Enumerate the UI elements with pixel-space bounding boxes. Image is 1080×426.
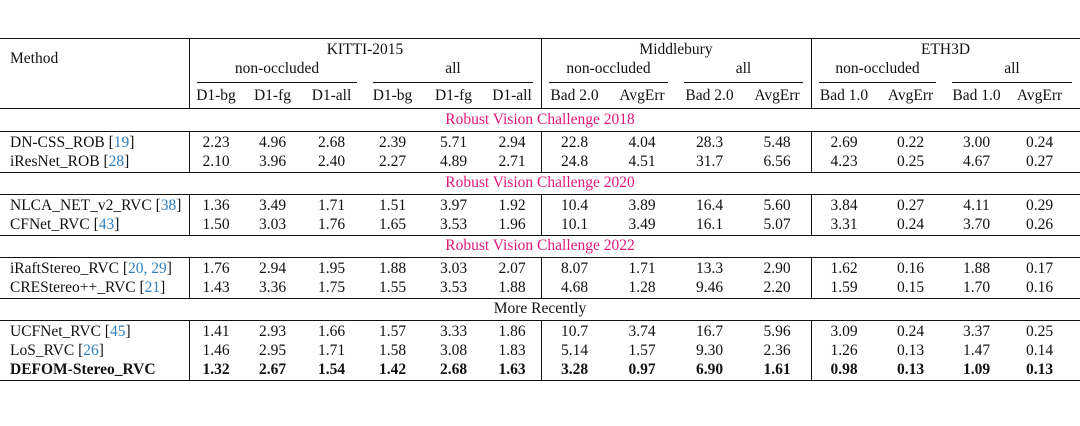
- column-separator: [541, 38, 542, 108]
- value-cell: 2.27: [378, 153, 407, 170]
- column-separator: [811, 257, 812, 298]
- value-cell: 1.42: [378, 361, 407, 378]
- value-cell: 0.27: [1025, 153, 1054, 170]
- value-cell: 16.7: [695, 323, 724, 340]
- value-cell: 2.68: [317, 134, 346, 151]
- subgroup-header: all: [445, 60, 461, 77]
- subgroup-header: non-occluded: [566, 60, 651, 77]
- value-cell: 0.13: [1025, 361, 1054, 378]
- value-cell: 5.48: [763, 134, 791, 151]
- subgroup-header: non-occluded: [835, 60, 920, 77]
- section-title: Robust Vision Challenge 2020: [445, 174, 635, 191]
- value-cell: 3.36: [258, 279, 287, 296]
- subgroup-rule: [684, 82, 803, 83]
- group-header: ETH3D: [920, 41, 971, 58]
- method-label: NLCA_NET_v2_RVC: [10, 197, 152, 214]
- subgroup-rule: [549, 82, 668, 83]
- value-cell: 2.71: [498, 153, 526, 170]
- method-name: NLCA_NET_v2_RVC [38]: [10, 197, 182, 214]
- method-name: iResNet_ROB [28]: [10, 153, 130, 170]
- value-cell: 3.49: [258, 197, 287, 214]
- column-header: AvgErr: [887, 87, 934, 104]
- value-cell: 3.70: [962, 216, 991, 233]
- column-header: D1-fg: [434, 87, 473, 104]
- column-header: AvgErr: [754, 87, 800, 104]
- value-cell: 3.97: [439, 197, 468, 214]
- value-cell: 3.53: [439, 279, 468, 296]
- value-cell: 0.97: [628, 361, 656, 378]
- value-cell: 4.96: [258, 134, 287, 151]
- method-label: LoS_RVC: [10, 342, 75, 359]
- value-cell: 3.89: [628, 197, 656, 214]
- table-row: [0, 359, 1080, 381]
- column-header: AvgErr: [1016, 87, 1063, 104]
- column-separator: [189, 131, 190, 172]
- value-cell: 5.60: [763, 197, 791, 214]
- citation-link[interactable]: 45: [109, 323, 126, 340]
- value-cell: 0.29: [1025, 197, 1054, 214]
- value-cell: 3.09: [830, 323, 858, 340]
- method-name: CFNet_RVC [43]: [10, 216, 120, 233]
- value-cell: 1.76: [202, 260, 230, 277]
- value-cell: 2.94: [258, 260, 287, 277]
- value-cell: 1.86: [498, 323, 526, 340]
- value-cell: 3.03: [439, 260, 468, 277]
- method-label: DEFOM-Stereo_RVC: [10, 361, 156, 378]
- value-cell: 3.53: [439, 216, 468, 233]
- value-cell: 3.08: [439, 342, 468, 359]
- column-header: Bad 2.0: [550, 87, 599, 104]
- citation-link[interactable]: 20, 29: [128, 260, 167, 277]
- value-cell: 0.17: [1025, 260, 1054, 277]
- value-cell: 1.71: [628, 260, 656, 277]
- value-cell: 22.8: [560, 134, 589, 151]
- value-cell: 1.88: [378, 260, 407, 277]
- citation-link[interactable]: 43: [98, 216, 115, 233]
- citation-link[interactable]: 28: [108, 153, 125, 170]
- value-cell: 0.16: [1025, 279, 1054, 296]
- value-cell: 2.93: [258, 323, 287, 340]
- value-cell: 5.71: [439, 134, 468, 151]
- group-header: KITTI-2015: [326, 41, 404, 58]
- section-title: Robust Vision Challenge 2018: [445, 111, 635, 128]
- subgroup-rule: [197, 82, 357, 83]
- citation-link[interactable]: 38: [160, 197, 177, 214]
- table-row: [0, 151, 1080, 173]
- value-cell: 0.25: [1025, 323, 1054, 340]
- value-cell: 4.04: [628, 134, 656, 151]
- column-separator: [189, 38, 190, 108]
- value-cell: 0.24: [896, 216, 925, 233]
- column-header: Bad 2.0: [685, 87, 734, 104]
- value-cell: 1.57: [378, 323, 407, 340]
- method-name: DN-CSS_ROB [19]: [10, 134, 135, 151]
- value-cell: 24.8: [560, 153, 589, 170]
- column-separator: [189, 257, 190, 298]
- value-cell: 3.37: [962, 323, 991, 340]
- value-cell: 1.88: [962, 260, 991, 277]
- method-label: CREStereo++_RVC: [10, 279, 136, 296]
- value-cell: 1.61: [763, 361, 791, 378]
- column-header: D1-bg: [372, 87, 413, 104]
- value-cell: 3.74: [628, 323, 656, 340]
- method-name: UCFNet_RVC [45]: [10, 323, 131, 340]
- method-header: Method: [10, 50, 59, 67]
- method-label: CFNet_RVC: [10, 216, 90, 233]
- value-cell: 2.95: [258, 342, 287, 359]
- method-name: [10, 359, 156, 381]
- subgroup-rule: [373, 82, 533, 83]
- value-cell: 0.98: [830, 361, 858, 378]
- value-cell: 10.7: [560, 323, 589, 340]
- value-cell: 2.36: [763, 342, 791, 359]
- value-cell: 1.75: [317, 279, 346, 296]
- column-separator: [811, 38, 812, 108]
- value-cell: 3.03: [258, 216, 287, 233]
- value-cell: 3.96: [258, 153, 287, 170]
- value-cell: 4.23: [830, 153, 858, 170]
- value-cell: 1.51: [378, 197, 407, 214]
- value-cell: 4.68: [560, 279, 589, 296]
- value-cell: 1.26: [830, 342, 858, 359]
- value-cell: 1.76: [317, 216, 346, 233]
- column-separator: [811, 320, 812, 380]
- value-cell: 4.51: [628, 153, 656, 170]
- group-header: Middlebury: [639, 41, 713, 58]
- value-cell: 2.94: [498, 134, 526, 151]
- value-cell: 4.89: [439, 153, 468, 170]
- column-separator: [541, 320, 542, 380]
- value-cell: 1.95: [317, 260, 346, 277]
- value-cell: 2.10: [202, 153, 230, 170]
- column-separator: [811, 194, 812, 235]
- value-cell: 1.57: [628, 342, 656, 359]
- value-cell: 2.90: [763, 260, 791, 277]
- value-cell: 5.96: [763, 323, 791, 340]
- column-header: Bad 1.0: [952, 87, 1001, 104]
- value-cell: 1.43: [202, 279, 230, 296]
- value-cell: 1.63: [498, 361, 526, 378]
- value-cell: 31.7: [695, 153, 724, 170]
- value-cell: 28.3: [695, 134, 724, 151]
- column-separator: [541, 131, 542, 172]
- column-separator: [189, 194, 190, 235]
- value-cell: 1.92: [498, 197, 526, 214]
- value-cell: 1.59: [830, 279, 858, 296]
- value-cell: 1.41: [202, 323, 230, 340]
- column-header: AvgErr: [619, 87, 665, 104]
- value-cell: 2.20: [763, 279, 791, 296]
- method-name: iRaftStereo_RVC [20, 29]: [10, 260, 172, 277]
- value-cell: 1.71: [317, 342, 346, 359]
- value-cell: 1.70: [962, 279, 991, 296]
- value-cell: 0.27: [896, 197, 925, 214]
- value-cell: 0.24: [1025, 134, 1054, 151]
- value-cell: 1.88: [498, 279, 526, 296]
- subgroup-rule: [819, 82, 936, 83]
- value-cell: 1.32: [202, 361, 230, 378]
- value-cell: 1.83: [498, 342, 526, 359]
- value-cell: 0.13: [896, 342, 925, 359]
- citation-link[interactable]: 19: [113, 134, 130, 151]
- value-cell: 16.4: [695, 197, 724, 214]
- value-cell: 0.25: [896, 153, 925, 170]
- subgroup-header: all: [735, 60, 752, 77]
- method-label: DN-CSS_ROB: [10, 134, 105, 151]
- value-cell: 3.00: [962, 134, 991, 151]
- value-cell: 2.23: [202, 134, 230, 151]
- value-cell: 0.22: [896, 134, 925, 151]
- method-label: UCFNet_RVC: [10, 323, 101, 340]
- value-cell: 1.62: [830, 260, 858, 277]
- table-row: [0, 277, 1080, 299]
- value-cell: 1.28: [628, 279, 656, 296]
- table-row: [0, 214, 1080, 236]
- column-separator: [541, 194, 542, 235]
- value-cell: 2.07: [498, 260, 526, 277]
- column-header: D1-bg: [196, 87, 236, 104]
- value-cell: 0.14: [1025, 342, 1054, 359]
- value-cell: 3.28: [560, 361, 589, 378]
- column-separator: [189, 320, 190, 380]
- column-header: D1-all: [311, 87, 352, 104]
- value-cell: 1.65: [378, 216, 407, 233]
- subgroup-header: non-occluded: [234, 60, 320, 77]
- subgroup-rule: [952, 82, 1072, 83]
- value-cell: 13.3: [695, 260, 724, 277]
- method-label: iRaftStereo_RVC: [10, 260, 119, 277]
- value-cell: 9.46: [695, 279, 724, 296]
- value-cell: 3.49: [628, 216, 656, 233]
- value-cell: 3.33: [439, 323, 468, 340]
- value-cell: 0.13: [896, 361, 925, 378]
- value-cell: 0.26: [1025, 216, 1054, 233]
- method-name: CREStereo++_RVC [21]: [10, 279, 166, 296]
- value-cell: 1.46: [202, 342, 230, 359]
- value-cell: 1.66: [317, 323, 346, 340]
- value-cell: 4.11: [963, 197, 990, 214]
- top-rule: [0, 38, 1080, 39]
- value-cell: 0.24: [896, 323, 925, 340]
- value-cell: 1.55: [378, 279, 407, 296]
- value-cell: 5.07: [763, 216, 791, 233]
- subgroup-header: all: [1004, 60, 1020, 77]
- value-cell: 2.69: [830, 134, 858, 151]
- value-cell: 0.15: [896, 279, 925, 296]
- value-cell: 1.71: [317, 197, 346, 214]
- value-cell: 3.31: [830, 216, 858, 233]
- column-header: D1-all: [492, 87, 532, 104]
- value-cell: 2.39: [378, 134, 407, 151]
- method-name: LoS_RVC [26]: [10, 342, 104, 359]
- section-bottom-rule: [0, 380, 1080, 381]
- value-cell: 2.67: [258, 361, 287, 378]
- method-label: iResNet_ROB: [10, 153, 100, 170]
- value-cell: 10.4: [560, 197, 589, 214]
- value-cell: 1.36: [202, 197, 230, 214]
- value-cell: 5.14: [560, 342, 589, 359]
- value-cell: 1.50: [202, 216, 230, 233]
- value-cell: 16.1: [695, 216, 724, 233]
- value-cell: 1.09: [962, 361, 991, 378]
- column-header: D1-fg: [253, 87, 292, 104]
- section-title: More Recently: [493, 300, 587, 317]
- value-cell: 2.68: [439, 361, 468, 378]
- column-separator: [811, 131, 812, 172]
- column-separator: [541, 257, 542, 298]
- value-cell: 10.1: [560, 216, 589, 233]
- value-cell: 8.07: [560, 260, 589, 277]
- value-cell: 6.56: [763, 153, 791, 170]
- value-cell: 2.40: [317, 153, 346, 170]
- value-cell: 6.90: [695, 361, 724, 378]
- value-cell: 9.30: [695, 342, 724, 359]
- value-cell: 1.96: [498, 216, 526, 233]
- value-cell: 1.58: [378, 342, 407, 359]
- column-header: Bad 1.0: [819, 87, 869, 104]
- value-cell: 0.16: [896, 260, 925, 277]
- value-cell: 3.84: [830, 197, 858, 214]
- citation-link[interactable]: 21: [144, 279, 161, 296]
- value-cell: 1.54: [317, 361, 346, 378]
- section-title: Robust Vision Challenge 2022: [445, 237, 635, 254]
- value-cell: 1.47: [962, 342, 991, 359]
- citation-link[interactable]: 26: [83, 342, 99, 359]
- value-cell: 4.67: [962, 153, 991, 170]
